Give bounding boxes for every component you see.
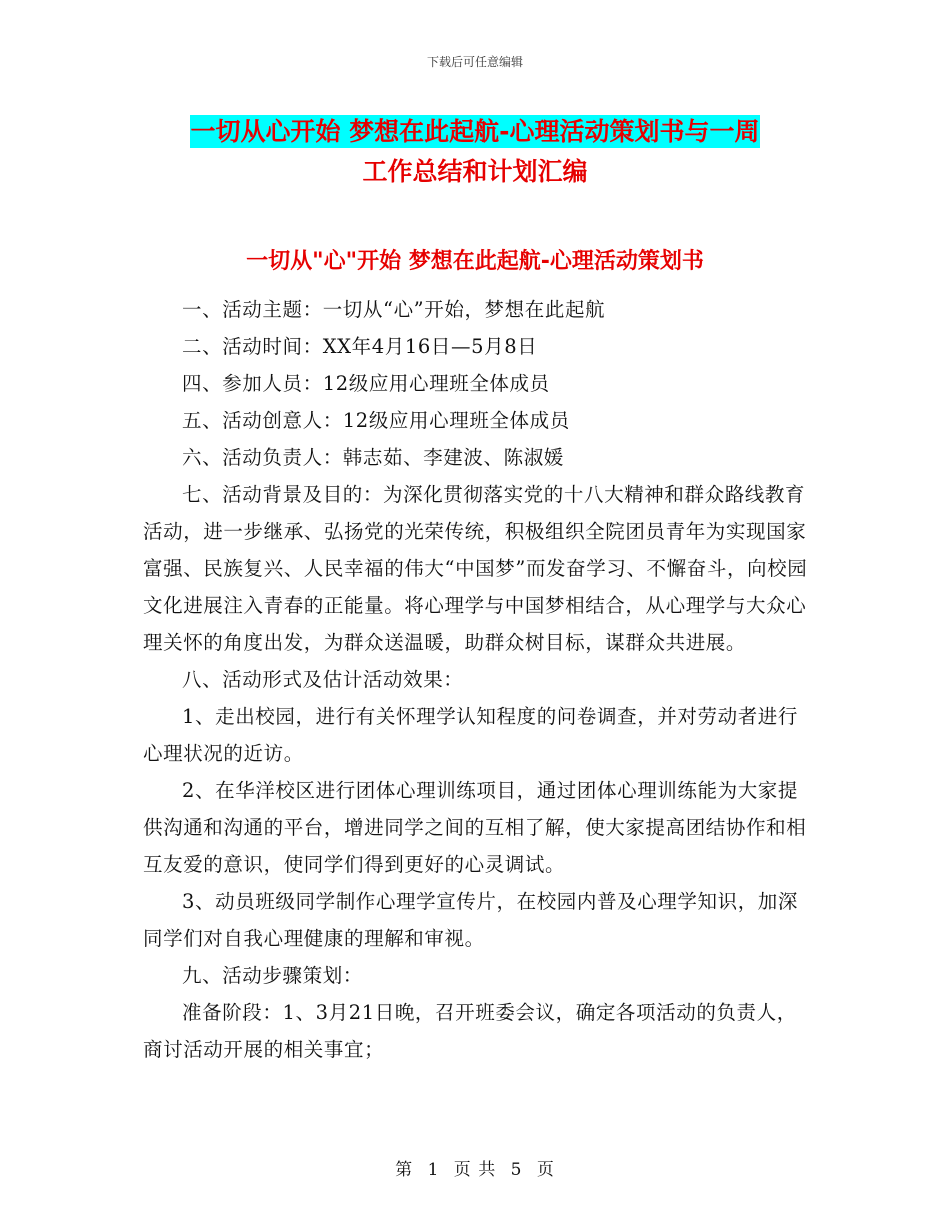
document-title <box>150 112 800 192</box>
footer-suffix: 页 <box>536 1160 555 1180</box>
document-title-line1: 一切从心开始 梦想在此起航-心理活动策划书与一周 <box>190 117 760 146</box>
document-body <box>143 291 808 1068</box>
paragraph-form-item-1: 1、走出校园，进行有关怀理学认知程度的问卷调查，并对劳动者进行心理状况的近访。 <box>143 705 799 765</box>
paragraph-form-item-2: 2、在华洋校区进行团体心理训练项目，通过团体心理训练能为大家提供沟通和沟通的平台，增进同学之间的互相了解，使大家提高团结协作和相互友爱的意识，使同学们得到更好的心灵调试。 <box>143 779 807 876</box>
header-note: 下载后可任意编辑 <box>426 55 523 69</box>
footer-page-number: 1 <box>427 1160 440 1180</box>
footer-prefix: 第 <box>395 1160 414 1180</box>
document-title-line2: 工作总结和计划汇编 <box>362 157 588 186</box>
footer-total-pages: 5 <box>510 1160 523 1180</box>
paragraph-leaders: 六、活动负责人：韩志茹、李建波、陈淑媛 <box>182 446 564 469</box>
paragraph-theme: 一、活动主题：一切从“心”开始，梦想在此起航 <box>182 298 606 321</box>
paragraph-prep-stage: 准备阶段：1、3月21日晚，召开班委会议，确定各项活动的负责人，商讨活动开展的相关事宜； <box>143 1001 797 1061</box>
paragraph-form-item-3: 3、动员班级同学制作心理学宣传片，在校园内普及心理学知识，加深同学们对自我心理健康的理解和审视。 <box>143 890 799 950</box>
paragraph-creators: 五、活动创意人：12级应用心理班全体成员 <box>182 409 570 432</box>
paragraph-time: 二、活动时间：XX年4月16日—5月8日 <box>182 335 538 358</box>
paragraph-form-heading: 八、活动形式及估计活动效果： <box>182 668 464 691</box>
paragraph-steps-heading: 九、活动步骤策划： <box>182 964 363 987</box>
paragraph-participants: 四、参加人员：12级应用心理班全体成员 <box>182 372 550 395</box>
page-footer <box>0 1155 950 1180</box>
paragraph-background: 七、活动背景及目的：为深化贯彻落实党的十八大精神和群众路线教育活动，进一步继承、弘扬党的光荣传统，积极组织全院团员青年为实现国家富强、民族复兴、人民幸福的伟大“中国梦”而发奋学习、不懈奋斗，向校园文化进展注入青春的正能量。将心理学与中国梦相结合，从心理学与大众心理关怀的角度出发，为群众送温暖，助群众树目标，谋群众共进展。 <box>143 483 808 654</box>
section-title: 一切从"心"开始 梦想在此起航-心理活动策划书 <box>246 249 704 274</box>
footer-mid: 页 共 <box>453 1160 497 1180</box>
